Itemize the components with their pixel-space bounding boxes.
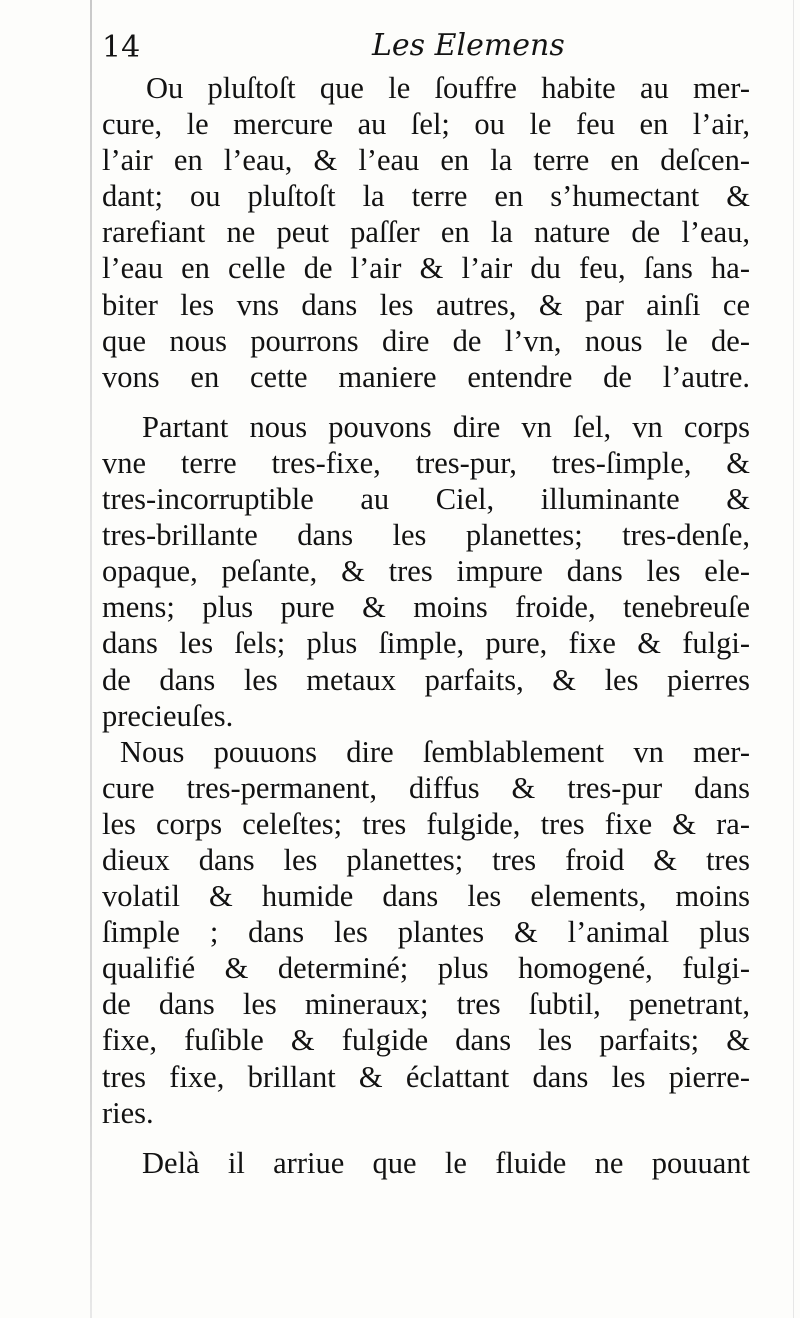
page-gutter-edge	[90, 0, 92, 1318]
text-line: que nous pourrons dire de l’vn, nous le de-	[102, 323, 750, 358]
text-line: biter les vns dans les autres, & par ainſi ce	[102, 287, 750, 322]
text-line: les corps celeſtes; tres fulgide, tres fixe & ra-	[102, 806, 750, 841]
paragraph-2	[102, 409, 750, 734]
text-line: l’eau en celle de l’air & l’air du feu, ſans ha-	[102, 251, 750, 286]
paragraph-spacer	[102, 395, 750, 409]
text-line: dant; ou pluſtoſt la terre en s’humectant &	[102, 179, 750, 214]
text-line: cure, le mercure au ſel; ou le feu en l’air,	[102, 107, 750, 142]
text-line: Partant nous pouvons dire vn ſel, vn corps	[142, 409, 750, 444]
text-line: ries.	[102, 1095, 154, 1130]
text-line: precieuſes.	[102, 698, 234, 733]
text-line: Ou pluſtoſt que le ſouffre habite au mer-	[146, 71, 750, 105]
page-header	[102, 24, 762, 70]
paragraph-1	[102, 70, 750, 395]
text-line: dieux dans les planettes; tres froid & tres	[102, 842, 750, 877]
paragraph-4	[102, 1145, 750, 1181]
running-title: Les Elemens	[372, 28, 565, 63]
text-line: dans les ſels; plus ſimple, pure, fixe & fulgi-	[102, 626, 750, 661]
text-line: Delà il arriue que le fluide ne pouuant	[142, 1145, 750, 1180]
text-line: qualifié & determiné; plus homogené, fulgi-	[102, 951, 750, 986]
text-line: mens; plus pure & moins froide, tenebreuſe	[102, 590, 750, 625]
text-line: ſimple ; dans les plantes & l’animal plus	[102, 915, 750, 950]
text-line: volatil & humide dans les elements, moins	[102, 879, 750, 914]
text-line: de dans les mineraux; tres ſubtil, penetrant,	[102, 987, 750, 1022]
page-number: 14	[102, 30, 141, 65]
text-line: rarefiant ne peut paſſer en la nature de l’eau,	[102, 215, 750, 250]
text-line: l’air en l’eau, & l’eau en la terre en deſcen-	[102, 143, 750, 178]
text-line: de dans les metaux parfaits, & les pierres	[102, 662, 750, 697]
text-line: Nous pouuons dire ſemblablement vn mer-	[120, 734, 750, 769]
body-text	[102, 70, 750, 1181]
text-line: tres fixe, brillant & éclattant dans les pierre-	[102, 1059, 750, 1094]
text-line: fixe, fuſible & fulgide dans les parfaits; &	[102, 1023, 750, 1058]
text-line: vne terre tres-fixe, tres-pur, tres-ſimple, &	[102, 445, 750, 480]
page-outer-edge	[793, 0, 794, 1318]
text-line: vons en cette maniere entendre de l’autre.	[102, 359, 750, 394]
text-line: cure tres-permanent, diffus & tres-pur dans	[102, 770, 750, 805]
paragraph-spacer	[102, 1131, 750, 1145]
text-line: tres-brillante dans les planettes; tres-denſe,	[102, 518, 750, 553]
paragraph-3	[102, 734, 750, 1131]
text-line: tres-incorruptible au Ciel, illuminante &	[102, 482, 750, 517]
text-line: opaque, peſante, & tres impure dans les ele-	[102, 554, 750, 589]
